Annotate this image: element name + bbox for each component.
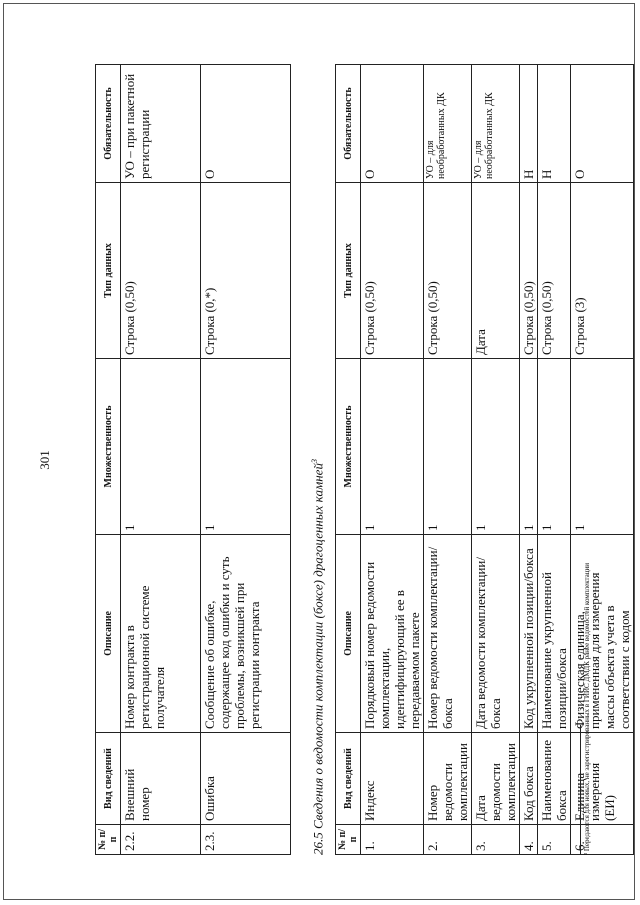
cell-number: 5. — [538, 825, 571, 855]
cell-number: 2.2. — [121, 825, 201, 855]
cell-number: 2. — [424, 825, 472, 855]
col-header-number: № п/п — [96, 825, 121, 855]
cell-obligation: УО – для необработанных ДК — [424, 65, 472, 183]
cell-obligation: УО – при пакетной регистрации — [121, 65, 201, 183]
table-row — [424, 65, 472, 855]
cell-obligation: О — [361, 65, 424, 183]
col-header-data-type: Тип данных — [336, 183, 361, 359]
rotated-page-content — [37, 65, 632, 855]
cell-multiplicity: 1 — [424, 359, 472, 535]
col-header-kind: Вид сведений — [96, 733, 121, 825]
cell-kind: Номер ведомости комплектации — [424, 733, 472, 825]
cell-obligation: О — [571, 65, 634, 183]
col-header-kind: Вид сведений — [336, 733, 361, 825]
cell-kind: Внешний номер — [121, 733, 201, 825]
cell-multiplicity: 1 — [472, 359, 520, 535]
cell-description: Дата ведомости комплектации/бокса — [472, 535, 520, 733]
cell-data-type: Строка (0,50) — [538, 183, 571, 359]
cell-data-type: Строка (0,50) — [424, 183, 472, 359]
page-number: 301 — [37, 450, 52, 470]
cell-kind: Дата ведомости комплектации — [472, 733, 520, 825]
cell-number: 6. — [571, 825, 634, 855]
cell-kind: Код бокса — [520, 733, 538, 825]
footnote — [580, 65, 591, 855]
cell-description: Наименование укрупненной позиции/бокса — [538, 535, 571, 733]
cell-obligation: О — [201, 65, 291, 183]
footnote-marker: 3 — [310, 459, 319, 464]
col-header-description: Описание — [336, 535, 361, 733]
cell-data-type: Строка (0,50) — [121, 183, 201, 359]
cell-description: Номер контракта в регистрационной системе получателя — [121, 535, 201, 733]
cell-kind: Единица измерения (ЕИ) — [571, 733, 634, 825]
cell-description: Физическая единица, примененная для измерения массы объекта учета в соответствии с кодом — [571, 535, 634, 733]
cell-description: Номер ведомости комплектации/бокса — [424, 535, 472, 733]
cell-number: 4. — [520, 825, 538, 855]
section-caption — [310, 459, 326, 855]
cell-multiplicity: 1 — [201, 359, 291, 535]
table-header-row — [336, 65, 361, 855]
col-header-multiplicity: Множественность — [96, 359, 121, 535]
cell-kind: Ошибка — [201, 733, 291, 825]
table-row — [201, 65, 291, 855]
cell-data-type: Дата — [472, 183, 520, 359]
cell-kind: Индекс — [361, 733, 424, 825]
col-header-multiplicity: Множественность — [336, 359, 361, 535]
cell-number: 3. — [472, 825, 520, 855]
cell-data-type: Строка (0,50) — [520, 183, 538, 359]
cell-kind: Наименование бокса — [538, 733, 571, 825]
cell-description: Порядковый номер ведомости комплектации, идентифицирующий ее в передаваемом пакете — [361, 535, 424, 733]
col-header-description: Описание — [96, 535, 121, 733]
cell-data-type: Строка (0,50) — [361, 183, 424, 359]
table-contract-errors — [95, 64, 291, 855]
table-row — [538, 65, 571, 855]
cell-multiplicity: 1 — [361, 359, 424, 535]
cell-data-type: Строка (3) — [571, 183, 634, 359]
cell-number: 2.3. — [201, 825, 291, 855]
cell-multiplicity: 1 — [571, 359, 634, 535]
table-header-row — [96, 65, 121, 855]
cell-description: Код укрупненной позиции/бокса — [520, 535, 538, 733]
table-row — [121, 65, 201, 855]
cell-multiplicity: 1 — [121, 359, 201, 535]
col-header-number: № п/п — [336, 825, 361, 855]
col-header-obligation: Обязательность — [336, 65, 361, 183]
cell-obligation: Н — [538, 65, 571, 183]
cell-obligation: УО – для необработанных ДК — [472, 65, 520, 183]
cell-description: Сообщение об ошибке, содержащее код ошибки и суть проблемы, возникшей при регистрации контракта — [201, 535, 291, 733]
footnote-divider — [580, 725, 581, 855]
cell-multiplicity: 1 — [538, 359, 571, 535]
table-row — [361, 65, 424, 855]
col-header-obligation: Обязательность — [96, 65, 121, 183]
footnote-text: ³ Передаются для новых, не зарегистрированных в ГИИС ДМДК ранее ведомостей комплектации — [583, 562, 591, 855]
cell-obligation: Н — [520, 65, 538, 183]
cell-data-type: Строка (0,*) — [201, 183, 291, 359]
cell-number: 1. — [361, 825, 424, 855]
section-caption-text: 26.5 Сведения о ведомости комплектации (боксе) драгоценных камней — [310, 463, 326, 855]
col-header-data-type: Тип данных — [96, 183, 121, 359]
table-row — [472, 65, 520, 855]
table-row — [520, 65, 538, 855]
cell-multiplicity: 1 — [520, 359, 538, 535]
